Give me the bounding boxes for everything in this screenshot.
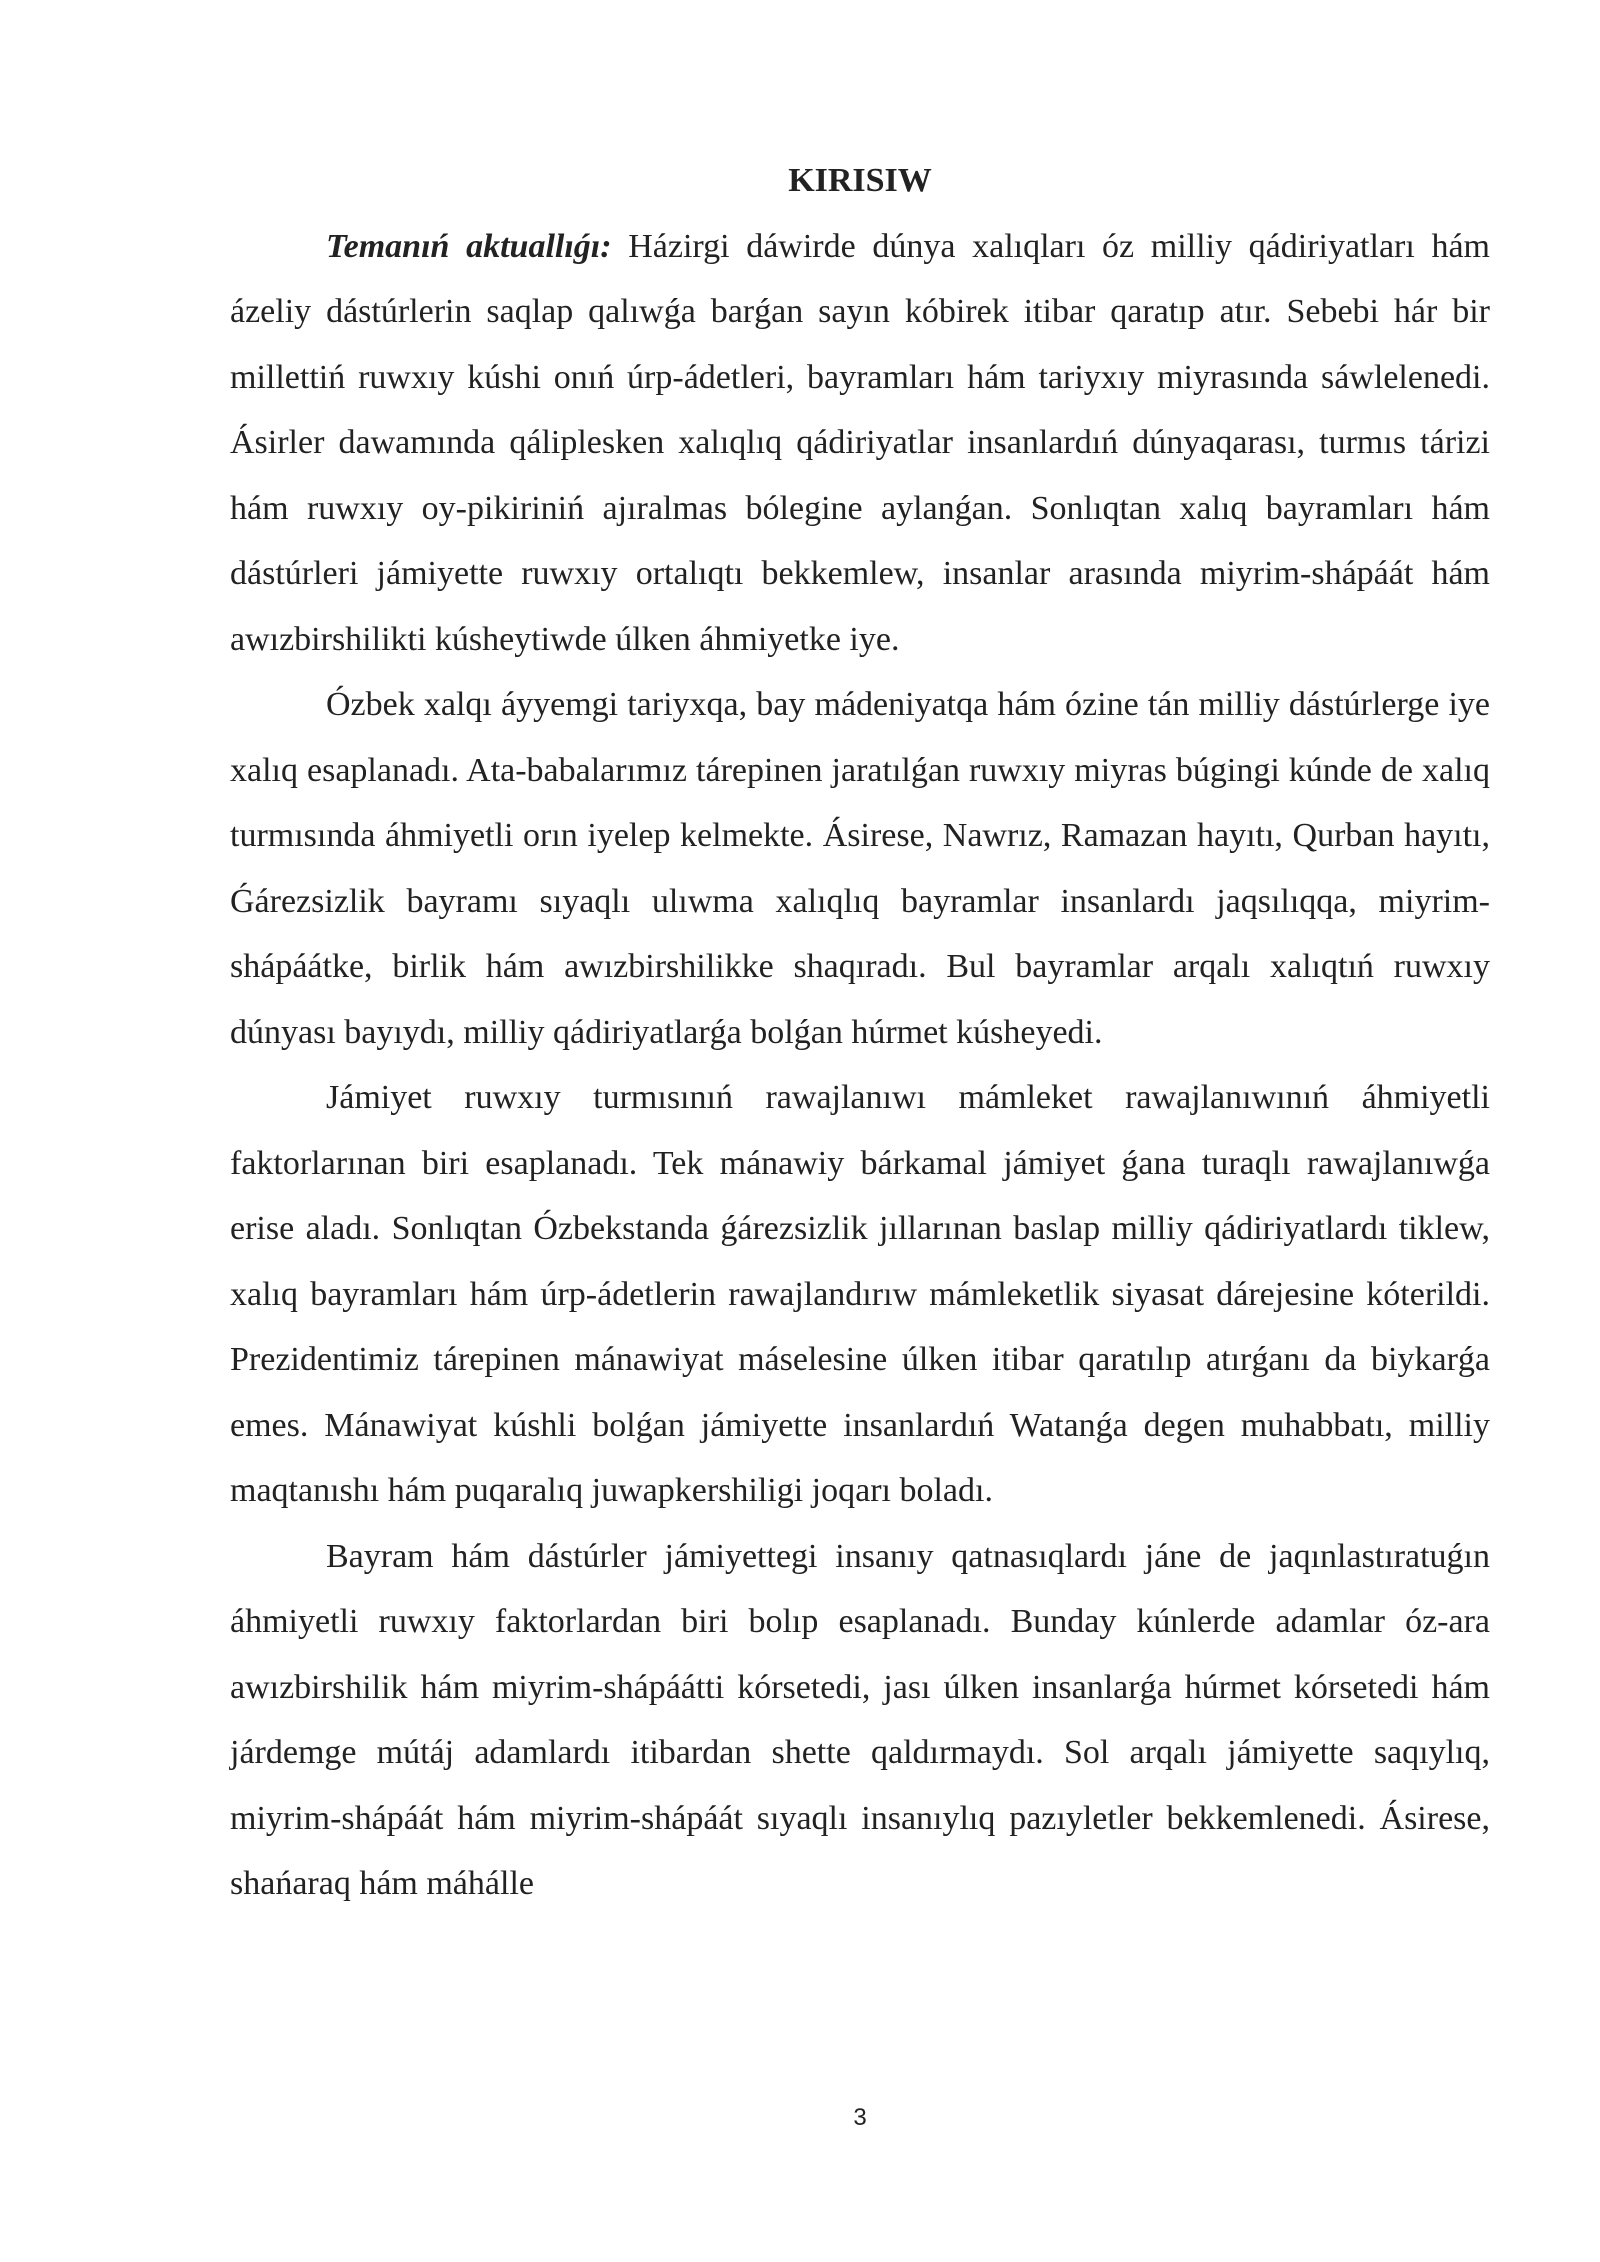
section-heading: KIRISIW — [788, 162, 932, 199]
paragraph-society-spirituality: Jámiyet ruwxıy turmısınıń rawajlanıwı mámleket rawajlanıwınıń áhmiyetli faktorlarınan biri esaplanadı. Tek mánawiy bárkamal jámiyet ǵana turaqlı rawajlanıwǵa erise aladı. Sonlıqtan Ózbekstanda ǵárezsizlik jıllarınan baslap milliy qádiriyatlardı tiklew, xalıq bayramları hám úrp-ádetlerin rawajlandırıw mámleketlik siyasat dárejesine kóterildi. Prezidentimiz tárepinen mánawiyat máselesine úlken itibar qaratılıp atırǵanı da biykarǵa emes. Mánawiyat kúshli bolǵan jámiyette insanlardıń Watanǵa degen muhabbatı, milliy maqtanıshı hám puqaralıq juwapkershiligi joqarı boladı. — [230, 1079, 1490, 1509]
page-body — [230, 148, 1490, 1917]
paragraph-text: Házirgi dáwirde dúnya xalıqları óz milliy qádiriyatları hám ázeliy dástúrlerin saqlap qalıwǵa barǵan sayın kóbirek itibar qaratıp atır. Sebebi hár bir millettiń ruwxıy kúshi onıń úrp-ádetleri, bayramları hám tariyxıy miyrasında sáwlelenedi. Ásirler dawamında qáliplesken xalıqlıq qádiriyatlar insanlardıń dúnyaqarası, turmıs tárizi hám ruwxıy oy-pikiriniń ajıralmas bólegine aylanǵan. Sonlıqtan xalıq bayramları hám dástúrleri jámiyette ruwxıy ortalıqtı bekkemlew, insanlar arasında miyrim-shápáát hám awızbirshilikti kúsheytiwde úlken áhmiyetke iye. — [230, 227, 1490, 658]
page-number: 3 — [853, 2104, 867, 2131]
relevance-label: Temanıń aktuallıǵı: — [326, 227, 612, 265]
paragraph-holidays-traditions: Bayram hám dástúrler jámiyettegi insanıy qatnasıqlardı jáne de jaqınlastıratuǵın áhmiyetli ruwxıy faktorlardan biri bolıp esaplanadı. Bunday kúnlerde adamlar óz-ara awızbirshilik hám miyrim-shápáátti kórsetedi, jası úlken insanlarǵa húrmet kórsetedi hám járdemge mútáj adamlardı itibardan shette qaldırmaydı. Sol arqalı jámiyette saqıylıq, miyrim-shápáát hám miyrim-shápáát sıyaqlı insanıylıq pazıyletler bekkemlenedi. Ásirese, shańaraq hám máhálle — [230, 1537, 1490, 1902]
paragraph-uzbek-people: Ózbek xalqı áyyemgi tariyxqa, bay mádeniyatqa hám ózine tán milliy dástúrlerge iye xalıq esaplanadı. Ata-babalarımız tárepinen jaratılǵan ruwxıy miyras búgingi kúnde de xalıq turmısında áhmiyetli orın iyelep kelmekte. Ásirese, Nawrız, Ramazan hayıtı, Qurban hayıtı, Ǵárezsizlik bayramı sıyaqlı ulıwma xalıqlıq bayramlar insanlardı jaqsılıqqa, miyrim-shápáátke, birlik hám awızbirshilikke shaqıradı. Bul bayramlar arqalı xalıqtıń ruwxıy dúnyası bayıydı, milliy qádiriyatlarǵa bolǵan húrmet kúsheyedi. — [230, 686, 1490, 1051]
paragraph-relevance — [230, 214, 1490, 673]
